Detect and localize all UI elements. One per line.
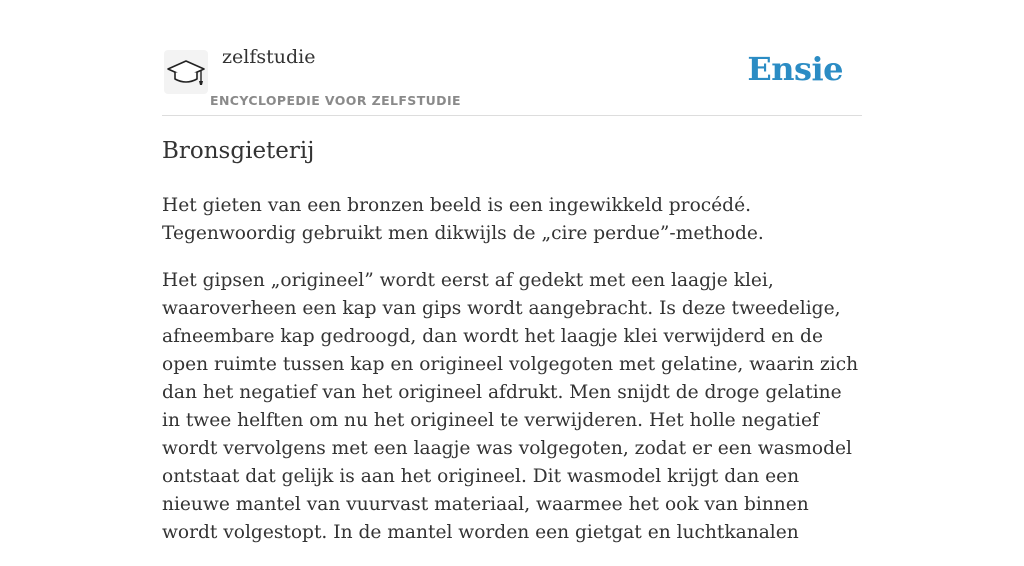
article-body — [162, 192, 862, 566]
site-header — [162, 40, 862, 116]
site-tagline: ENCYCLOPEDIE VOOR ZELFSTUDIE — [210, 93, 461, 108]
article-paragraph: Het gieten van een bronzen beeld is een ingewikkeld procédé. Tegenwoordig gebruikt men dikwijls de „cire perdue”-methode. — [162, 195, 764, 244]
graduation-cap-icon[interactable] — [164, 50, 208, 94]
article-paragraph: Het gipsen „origineel” wordt eerst af gedekt met een laagje klei, waaroverheen een kap van gips wordt aangebracht. Is deze tweedelige, afneembare kap gedroogd, dan wordt het laagje klei verwijderd en de open ruimte tussen kap en origineel volgegoten met gelatine, waarin zich dan het negatief van het origineel afdrukt. Men snijdt de droge gelatine in twee helften om nu het origineel te verwijderen. Het holle negatief wordt vervolgens met een laagje was volgegoten, zodat er een wasmodel ontstaat dat gelijk is aan het origineel. Dit wasmodel krijgt dan een nieuwe mantel van vuurvast materiaal, waarmee het ook van binnen wordt volgestopt. In de mantel worden een gietgat en luchtkanalen — [162, 270, 859, 543]
article-title: Bronsgieterij — [162, 138, 315, 164]
site-name[interactable]: zelfstudie — [222, 46, 316, 68]
brand-logo-link[interactable]: Ensie — [747, 50, 843, 88]
